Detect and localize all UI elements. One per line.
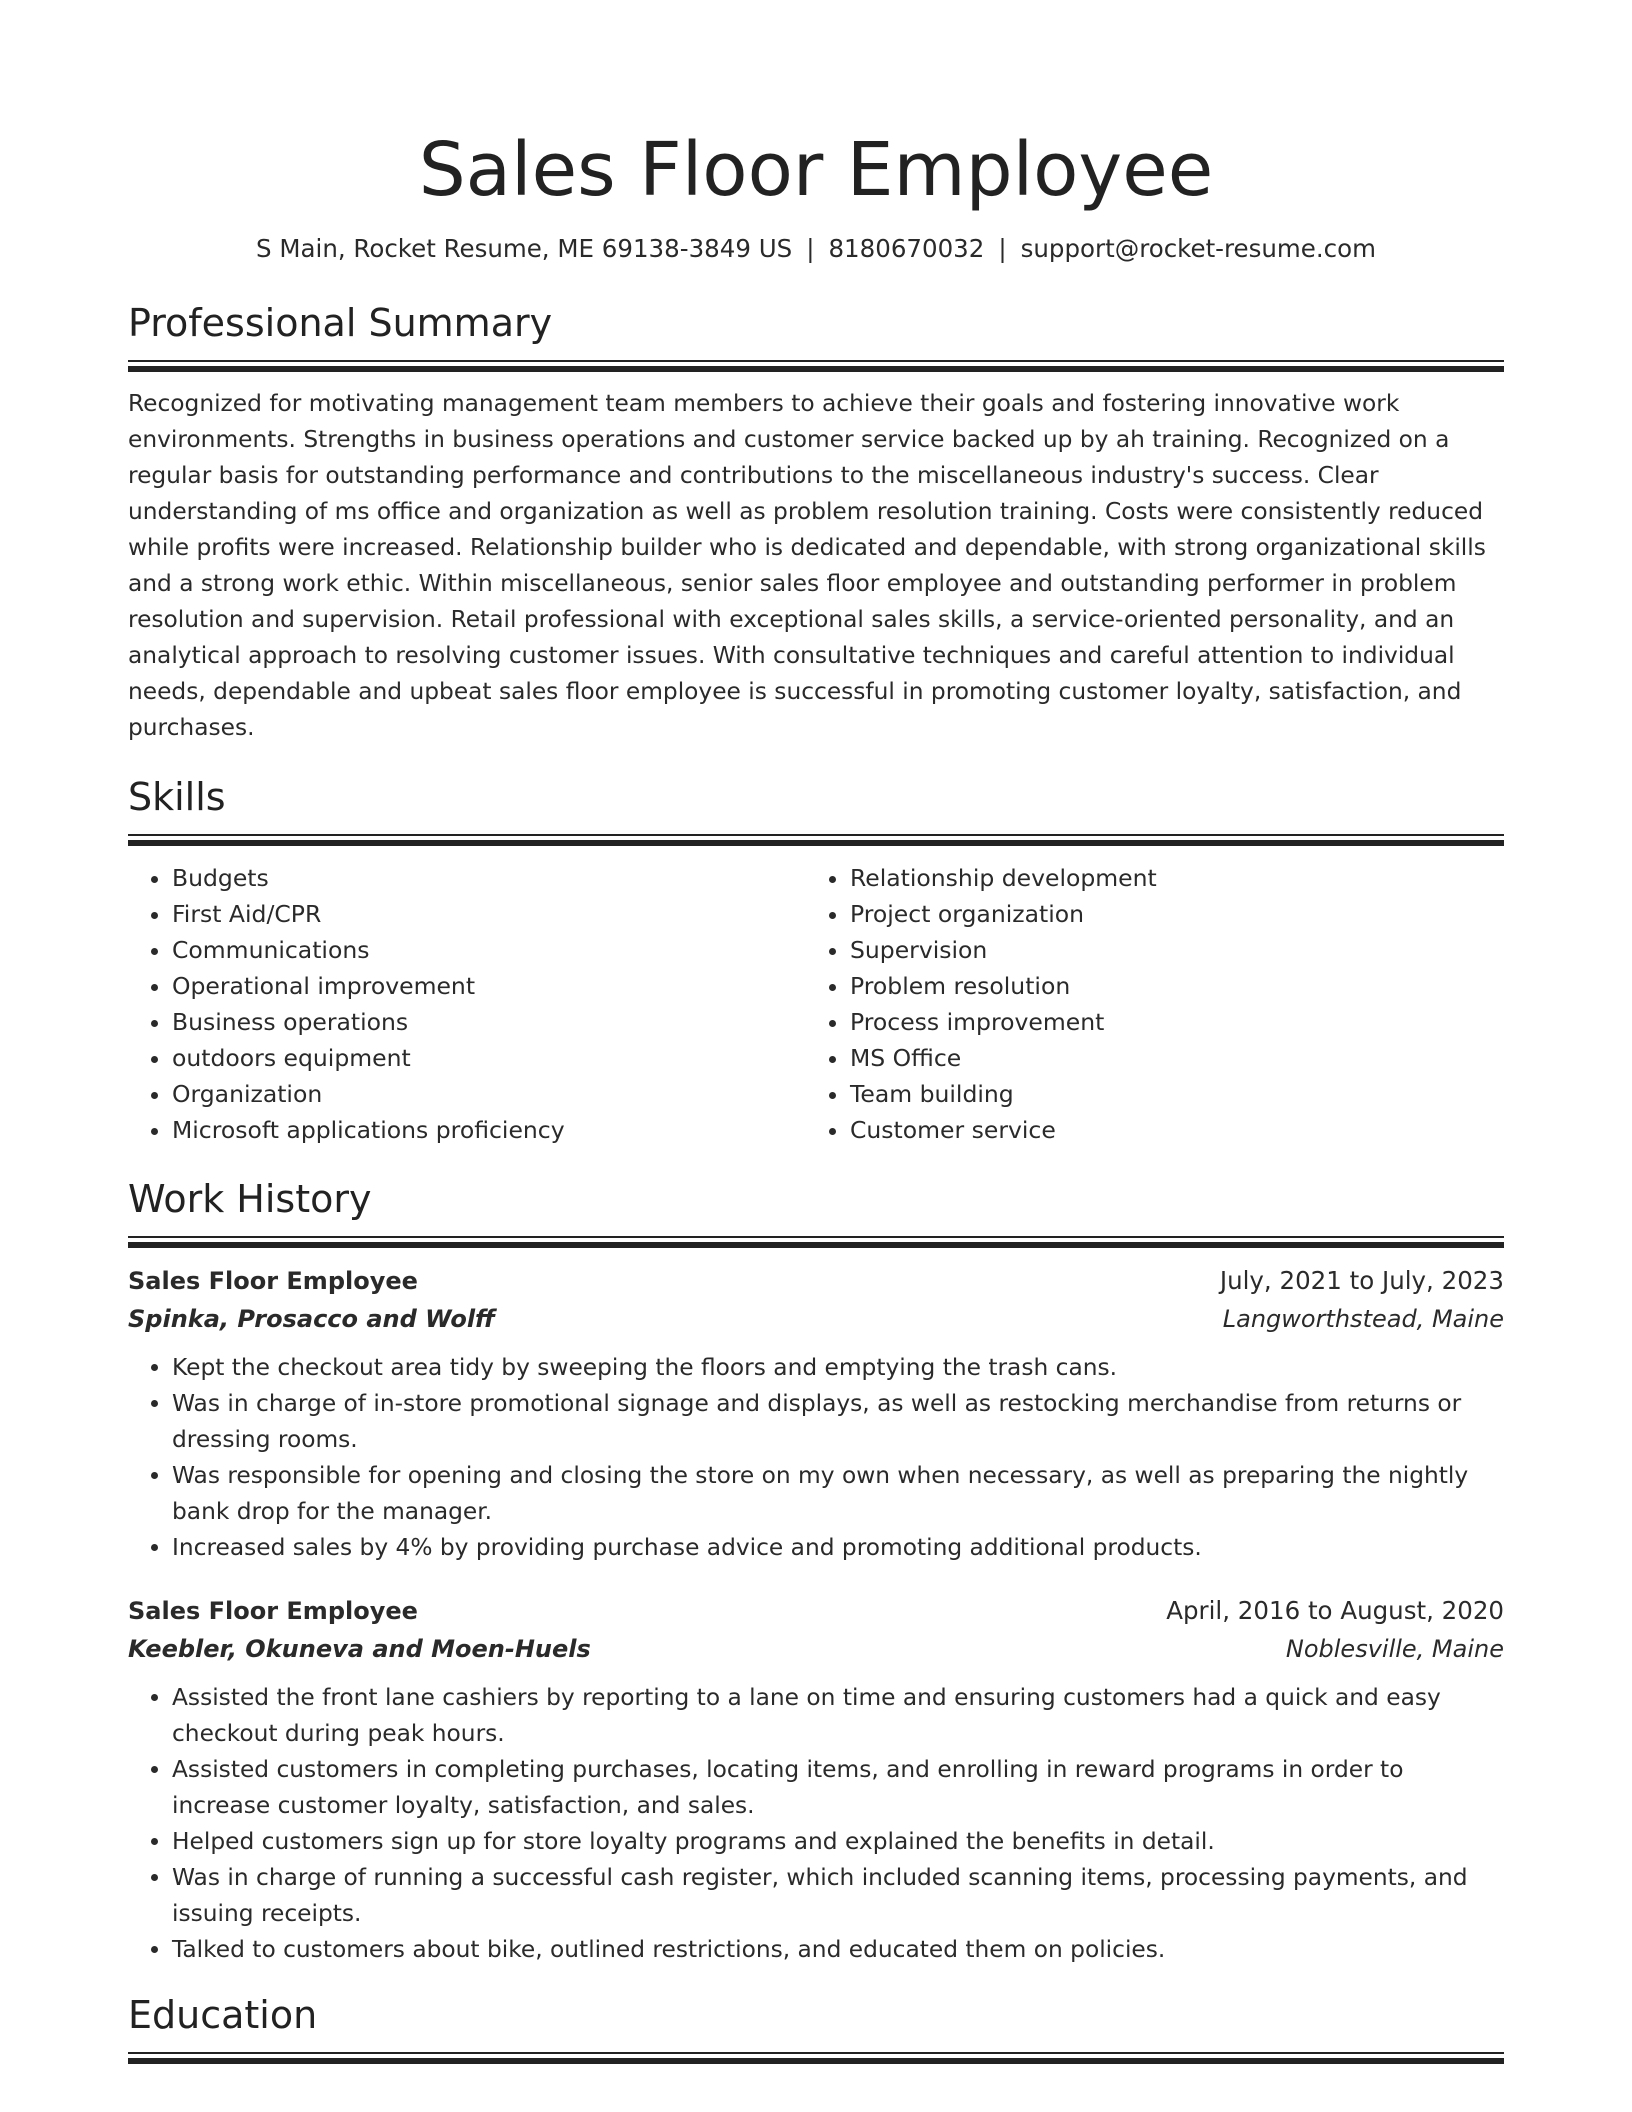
summary-section bbox=[128, 298, 1504, 746]
skill-item: • Customer service bbox=[850, 1112, 1484, 1148]
skill-item: • Organization bbox=[172, 1076, 806, 1112]
job-subheader bbox=[128, 1630, 1504, 1668]
contact-email[interactable]: support@rocket-resume.com bbox=[1020, 234, 1376, 263]
section-divider bbox=[128, 2052, 1504, 2064]
job-location: Langworthstead, Maine bbox=[1222, 1305, 1504, 1333]
job-header bbox=[128, 1592, 1504, 1630]
job-bullet: • Was in charge of in-store promotional signage and displays, as well as restocking merchandise from returns or dressing rooms. bbox=[172, 1386, 1504, 1458]
job-bullet: • Was in charge of running a successful cash register, which included scanning items, processing payments, and issuing receipts. bbox=[172, 1860, 1504, 1932]
section-title-education: Education bbox=[128, 1993, 318, 2037]
skill-item: • Business operations bbox=[172, 1004, 806, 1040]
skill-item: • Microsoft applications proficiency bbox=[172, 1112, 806, 1148]
skills-list-left bbox=[128, 860, 806, 1148]
skill-item: • Communications bbox=[172, 932, 806, 968]
job-title: Sales Floor Employee bbox=[128, 1267, 418, 1295]
skills-columns bbox=[128, 860, 1504, 1148]
job-location: Noblesville, Maine bbox=[1285, 1635, 1504, 1663]
job-title: Sales Floor Employee bbox=[128, 1597, 418, 1625]
section-divider bbox=[128, 834, 1504, 846]
section-title-skills: Skills bbox=[128, 775, 226, 819]
job-bullet: • Assisted the front lane cashiers by reporting to a lane on time and ensuring customers had a quick and easy checkout during peak hours. bbox=[172, 1680, 1504, 1752]
job-subheader bbox=[128, 1300, 1504, 1338]
skill-item: • Project organization bbox=[850, 896, 1484, 932]
skill-item: • Team building bbox=[850, 1076, 1484, 1112]
contact-address: S Main, Rocket Resume, ME 69138-3849 US bbox=[256, 234, 793, 263]
skill-item: • Operational improvement bbox=[172, 968, 806, 1004]
job-bullets bbox=[128, 1680, 1504, 1968]
job-bullet: • Increased sales by 4% by providing purchase advice and promoting additional products. bbox=[172, 1530, 1504, 1566]
section-divider bbox=[128, 360, 1504, 372]
skill-item: • outdoors equipment bbox=[172, 1040, 806, 1076]
education-section bbox=[128, 1990, 1504, 2064]
summary-text: Recognized for motivating management team members to achieve their goals and fostering innovative work environments. Strengths in business operations and customer service backed up by ah training. Recognized on a regular basis for outstanding performance and contributions to the miscellaneous industry's success. Clear understanding of ms office and organization as well as problem resolution training. Costs were consistently reduced while profits were increased. Relationship builder who is dedicated and dependable, with strong organizational skills and a strong work ethic. Within miscellaneous, senior sales floor employee and outstanding performer in problem resolution and supervision. Retail professional with exceptional sales skills, a service-oriented personality, and an analytical approach to resolving customer issues. With consultative techniques and careful attention to individual needs, dependable and upbeat sales floor employee is successful in promoting customer loyalty, satisfaction, and purchases. bbox=[128, 390, 1486, 741]
resume-page bbox=[128, 0, 1504, 2064]
job-bullet: • Assisted customers in completing purchases, locating items, and enrolling in reward programs in order to increase customer loyalty, satisfaction, and sales. bbox=[172, 1752, 1504, 1824]
section-divider bbox=[128, 1236, 1504, 1248]
section-title-summary: Professional Summary bbox=[128, 301, 553, 345]
skill-item: • First Aid/CPR bbox=[172, 896, 806, 932]
job-bullet: • Helped customers sign up for store loyalty programs and explained the benefits in detail. bbox=[172, 1824, 1504, 1860]
job-entry bbox=[128, 1592, 1504, 1968]
job-bullet: • Kept the checkout area tidy by sweeping the floors and emptying the trash cans. bbox=[172, 1350, 1504, 1386]
skill-item: • Supervision bbox=[850, 932, 1484, 968]
contact-phone: 8180670032 bbox=[828, 234, 985, 263]
skill-item: • Budgets bbox=[172, 860, 806, 896]
job-company: Keebler, Okuneva and Moen-Huels bbox=[128, 1635, 591, 1663]
skills-section bbox=[128, 772, 1504, 1148]
contact-line bbox=[128, 232, 1504, 266]
job-company: Spinka, Prosacco and Wolff bbox=[128, 1305, 496, 1333]
job-header bbox=[128, 1262, 1504, 1300]
job-bullet: • Talked to customers about bike, outlined restrictions, and educated them on policies. bbox=[172, 1932, 1504, 1968]
skill-item: • Relationship development bbox=[850, 860, 1484, 896]
skills-list-right bbox=[806, 860, 1484, 1148]
contact-separator: | bbox=[806, 234, 815, 263]
job-dates: April, 2016 to August, 2020 bbox=[1166, 1596, 1504, 1625]
job-entry bbox=[128, 1262, 1504, 1566]
work-history-section bbox=[128, 1174, 1504, 1968]
job-bullets bbox=[128, 1350, 1504, 1566]
section-title-work-history: Work History bbox=[128, 1177, 372, 1221]
skill-item: • MS Office bbox=[850, 1040, 1484, 1076]
skill-item: • Problem resolution bbox=[850, 968, 1484, 1004]
job-dates: July, 2021 to July, 2023 bbox=[1219, 1266, 1504, 1295]
job-bullet: • Was responsible for opening and closing the store on my own when necessary, as well as preparing the nightly bank drop for the manager. bbox=[172, 1458, 1504, 1530]
skill-item: • Process improvement bbox=[850, 1004, 1484, 1040]
contact-separator: | bbox=[998, 234, 1007, 263]
candidate-name: Sales Floor Employee bbox=[418, 127, 1214, 213]
